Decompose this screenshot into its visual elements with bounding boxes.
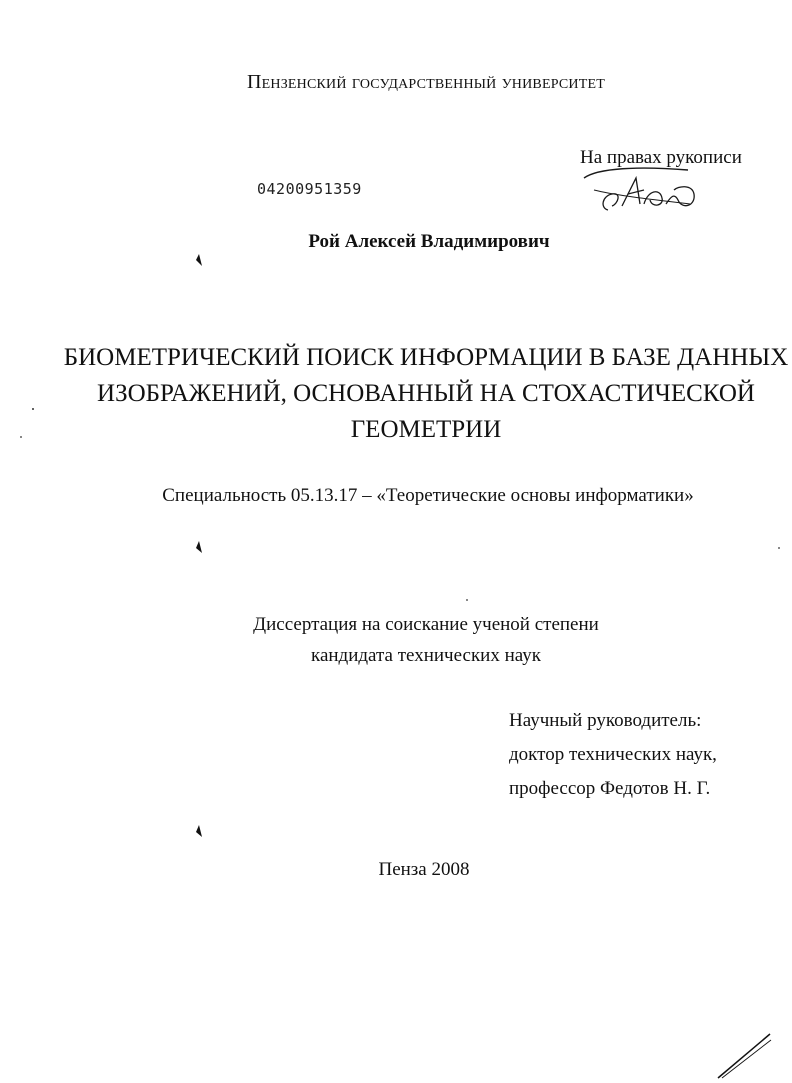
degree-line: кандидата технических наук: [311, 645, 541, 666]
city-year: Пенза 2008: [378, 859, 470, 880]
title-line: БИОМЕТРИЧЕСКИЙ ПОИСК ИНФОРМАЦИИ В БАЗЕ ДАННЫХ: [63, 344, 789, 371]
scan-mark: [196, 541, 202, 553]
margin-stroke: [722, 1040, 771, 1078]
author-name: Рой Алексей Владимирович: [308, 231, 550, 252]
speciality-line: Специальность 05.13.17 – «Теоретические основы информатики»: [162, 485, 694, 506]
degree-line: Диссертация на соискание ученой степени: [253, 614, 599, 635]
title-line: ГЕОМЕТРИИ: [350, 416, 502, 443]
inventory-number: 04200951359: [257, 180, 362, 198]
margin-stroke: [718, 1034, 770, 1078]
scan-speck: [32, 408, 34, 410]
advisor-line: Научный руководитель:: [509, 710, 702, 731]
scan-speck: [778, 547, 780, 549]
scan-mark: [196, 825, 202, 837]
university-name: Пензенский государственный университет: [247, 71, 605, 93]
advisor-line: доктор технических наук,: [509, 744, 717, 765]
manuscript-note: На правах рукописи: [580, 147, 742, 168]
scan-speck: [20, 436, 22, 438]
title-line: ИЗОБРАЖЕНИЙ, ОСНОВАННЫЙ НА СТОХАСТИЧЕСКОЙ: [97, 380, 755, 407]
scan-speck: [466, 599, 468, 601]
scan-mark: [196, 254, 202, 266]
advisor-line: профессор Федотов Н. Г.: [509, 778, 711, 799]
